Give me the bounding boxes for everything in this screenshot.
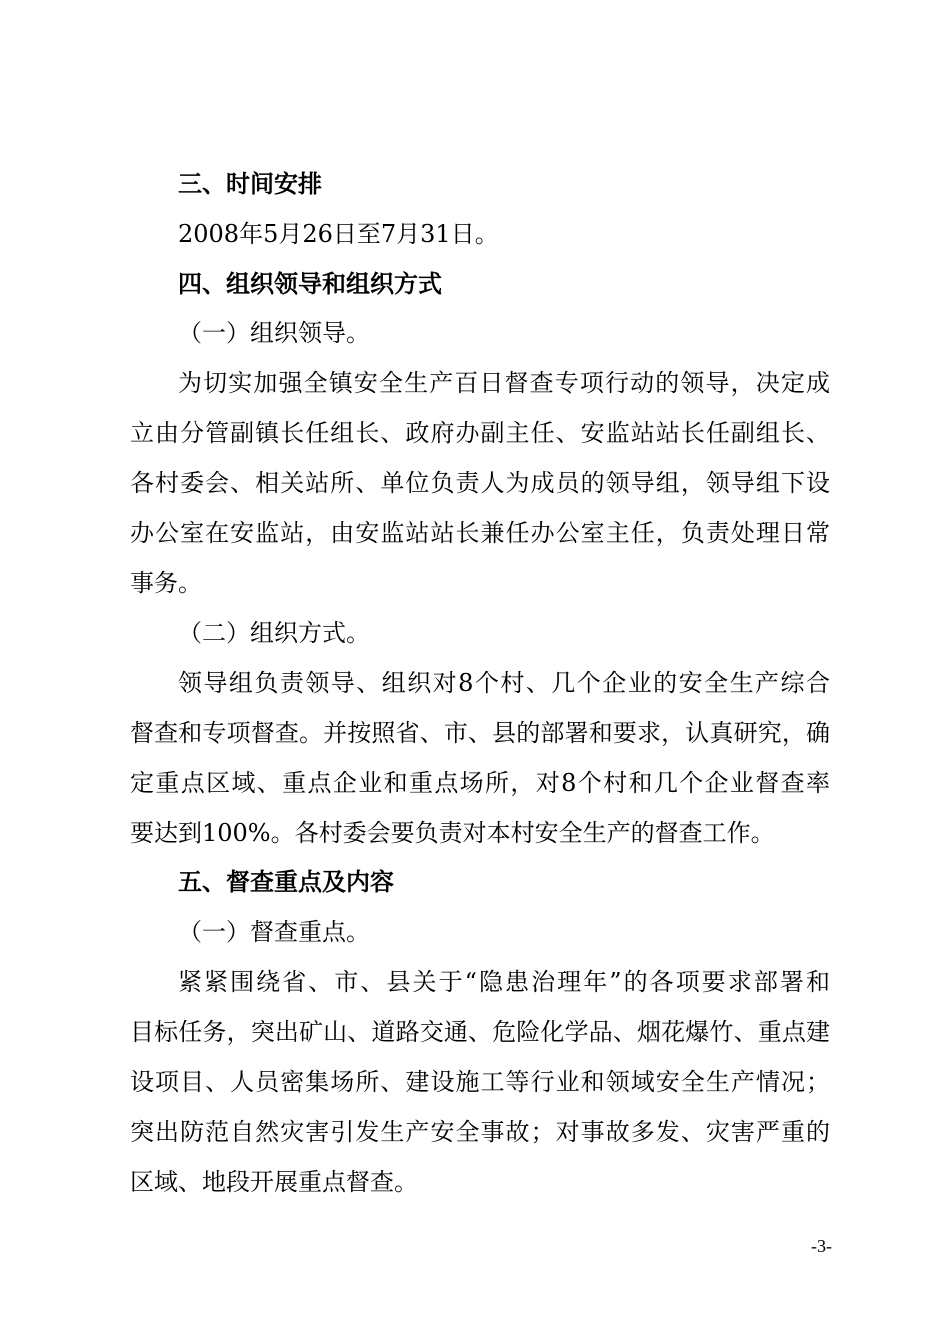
paragraph-line: 紧紧围绕省、市、县关于“隐患治理年”的各项要求部署和 xyxy=(178,968,830,996)
section-heading-organization: 四、组织领导和组织方式 xyxy=(178,270,442,298)
section-heading-time: 三、时间安排 xyxy=(178,170,322,198)
paragraph-line: 突出防范自然灾害引发生产安全事故；对事故多发、灾害严重的 xyxy=(130,1118,830,1146)
paragraph-line: 2008年5月26日至7月31日。 xyxy=(178,220,499,248)
paragraph-line: 立由分管副镇长任组长、政府办副主任、安监站站长任副组长、 xyxy=(130,419,830,447)
paragraph-line: 区域、地段开展重点督查。 xyxy=(130,1168,418,1196)
paragraph-line: 目标任务，突出矿山、道路交通、危险化学品、烟花爆竹、重点建 xyxy=(130,1018,830,1046)
page-number: -3- xyxy=(811,1236,832,1256)
paragraph-line: 督查和专项督查。并按照省、市、县的部署和要求，认真研究，确 xyxy=(130,719,830,747)
paragraph-line: 定重点区域、重点企业和重点场所，对8个村和几个企业督查率 xyxy=(130,769,830,797)
paragraph-line: 办公室在安监站，由安监站站长兼任办公室主任，负责处理日常 xyxy=(130,519,830,547)
paragraph-line: 设项目、人员密集场所、建设施工等行业和领域安全生产情况； xyxy=(130,1068,830,1096)
paragraph-line: 事务。 xyxy=(130,569,202,597)
subheading-leadership: （一）组织领导。 xyxy=(178,319,370,347)
paragraph-line: 领导组负责领导、组织对8个村、几个企业的安全生产综合 xyxy=(178,669,830,697)
paragraph-line: 为切实加强全镇安全生产百日督查专项行动的领导，决定成 xyxy=(178,369,830,397)
subheading-method: （二）组织方式。 xyxy=(178,619,370,647)
section-heading-inspection: 五、督查重点及内容 xyxy=(178,868,394,896)
subheading-inspection-focus: （一）督查重点。 xyxy=(178,918,370,946)
paragraph-line: 要达到100%。各村委会要负责对本村安全生产的督查工作。 xyxy=(130,819,775,847)
paragraph-line: 各村委会、相关站所、单位负责人为成员的领导组，领导组下设 xyxy=(130,469,830,497)
